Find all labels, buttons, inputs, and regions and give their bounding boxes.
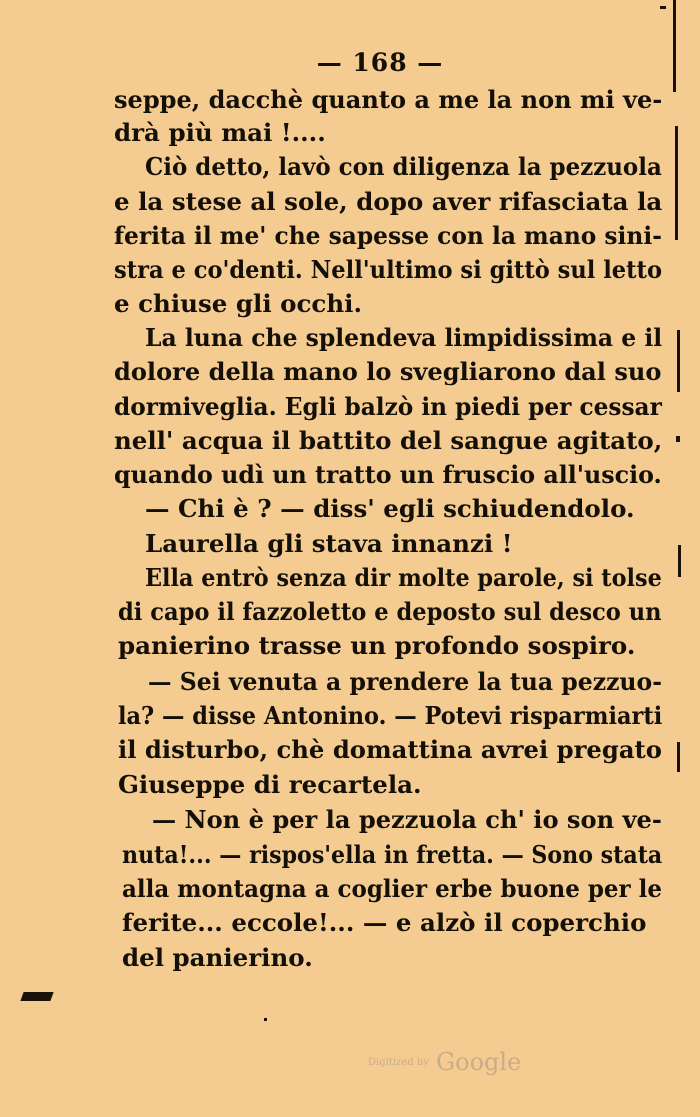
text-line: ferite... eccole!... — e alzò il coperchio (122, 908, 647, 937)
text-line: la? — disse Antonino. — Potevi risparmiarti (118, 701, 663, 730)
text-line: Ciò detto, lavò con diligenza la pezzuola (145, 152, 662, 181)
text-line: quando udì un tratto un fruscio all'uscio. (114, 460, 662, 489)
text-line: del panierino. (122, 943, 313, 972)
text-line: dormiveglia. Egli balzò in piedi per cessar (114, 392, 662, 421)
text-line: — Non è per la pezzuola ch' io son ve- (152, 805, 662, 834)
scan-mark (20, 992, 53, 1001)
scan-edge-bar (675, 126, 678, 240)
text-line: alla montagna a coglier erbe buone per le (122, 874, 662, 903)
watermark-prefix: Digitized by (368, 1056, 429, 1068)
scan-mark (676, 436, 680, 442)
text-line: La luna che splendeva limpidissima e il (145, 323, 663, 352)
scan-edge-bar (673, 0, 676, 92)
text-line: — Chi è ? — diss' egli schiudendolo. (145, 494, 635, 523)
google-watermark (368, 1048, 521, 1076)
text-line: ferita il me' che sapesse con la mano sini- (114, 221, 662, 250)
scan-edge-bar (677, 330, 680, 392)
text-line: nuta!... — rispos'ella in fretta. — Sono stata (122, 840, 663, 869)
scan-mark (678, 545, 681, 577)
text-line: e la stese al sole, dopo aver rifasciata la (114, 187, 663, 216)
page-number: — 168 — (316, 48, 444, 77)
text-line: Ella entrò senza dir molte parole, si tolse (145, 563, 662, 592)
text-line: e chiuse gli occhi. (114, 289, 362, 318)
text-line: il disturbo, chè domattina avrei pregato (118, 735, 662, 764)
text-line: di capo il fazzoletto e deposto sul desco un (118, 597, 662, 626)
text-line: seppe, dacchè quanto a me la non mi ve- (114, 85, 663, 114)
text-line: panierino trasse un profondo sospiro. (118, 631, 636, 660)
text-line: Laurella gli stava innanzi ! (145, 529, 513, 558)
text-line: Giuseppe di recartela. (118, 770, 422, 799)
text-line: nell' acqua il battito del sangue agitato, (114, 426, 663, 455)
scan-mark (264, 1018, 267, 1021)
text-line: drà più mai !.... (114, 118, 326, 147)
scan-mark (660, 6, 666, 9)
text-line: dolore della mano lo svegliarono dal suo (114, 357, 662, 386)
watermark-brand: Google (435, 1048, 522, 1076)
text-line: stra e co'denti. Nell'ultimo si gittò sul letto (114, 255, 663, 284)
scan-mark (677, 742, 680, 772)
text-line: — Sei venuta a prendere la tua pezzuo- (148, 667, 663, 696)
